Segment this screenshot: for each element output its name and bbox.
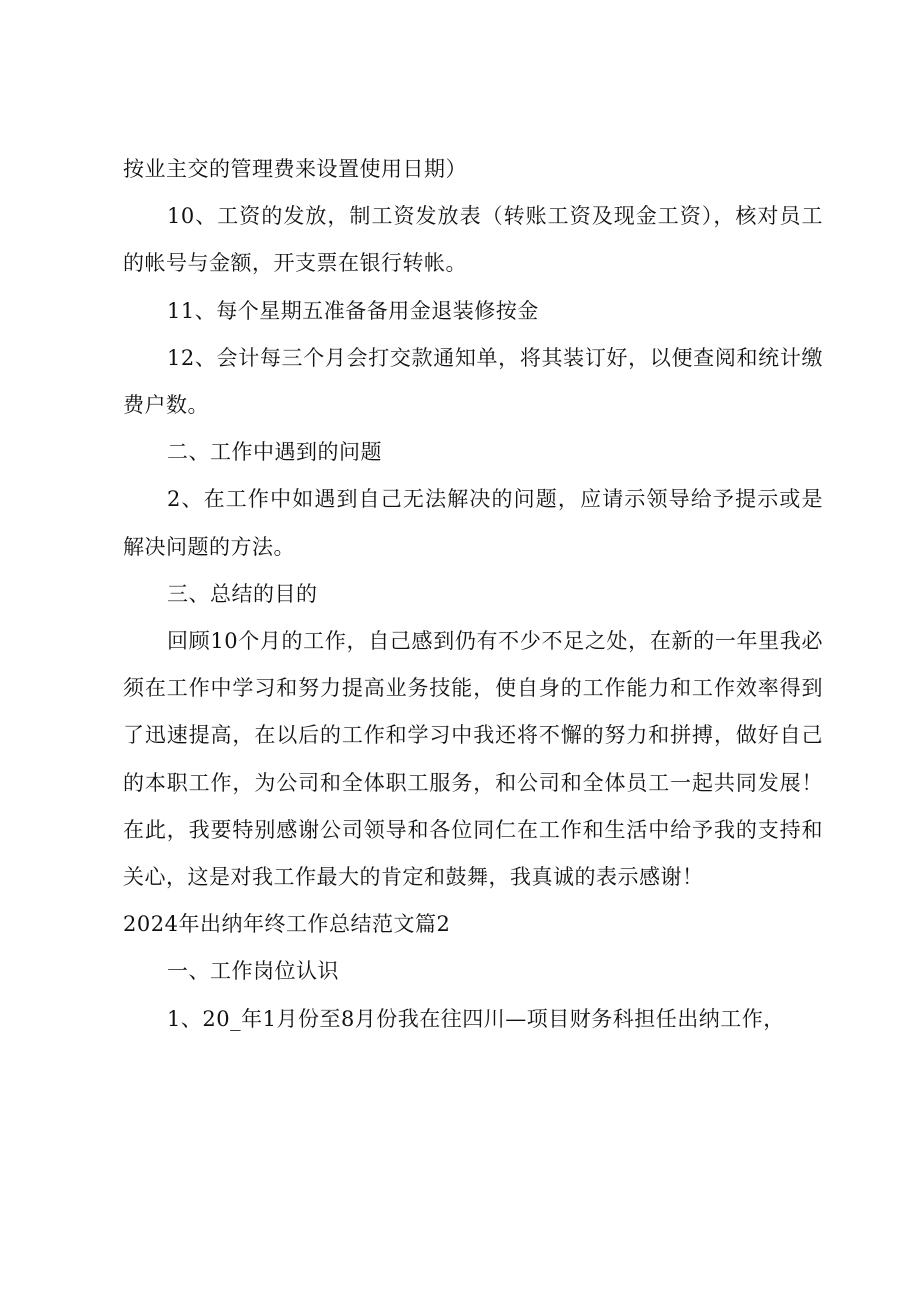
paragraph-item-2: 2、在工作中如遇到自己无法解决的问题，应请示领导给予提示或是解决问题的方法。	[123, 487, 823, 559]
section-heading-problems: 二、工作中遇到的问题	[167, 440, 382, 465]
paragraph-review: 回顾10个月的工作，自己感到仍有不少不足之处，在新的一年里我必须在工作中学习和努力提高业务技能，使自身的工作能力和工作效率得到了迅速提高，在以后的工作和学习中我还将不懈的努力和拼搏，做好自己的本职工作，为公司和全体职工服务，和公司和全体员工一起共同发展！在此，我要特别感谢公司领导和各位同仁在工作和生活中给予我的支持和关心，这是对我工作最大的肯定和鼓舞，我真诚的表示感谢！	[123, 629, 823, 890]
paragraph-item-12: 12、会计每三个月会打交款通知单，将其装订好，以便查阅和统计缴费户数。	[123, 345, 823, 418]
document-body	[123, 146, 823, 1043]
article-title: 2024年出纳年终工作总结范文篇2	[123, 912, 451, 937]
section-heading-role: 一、工作岗位认识	[167, 959, 339, 984]
paragraph-item-11: 11、每个星期五准备备用金退装修按金	[167, 298, 539, 323]
paragraph-continuation: 按业主交的管理费来设置使用日期）	[123, 157, 467, 181]
section-heading-purpose: 三、总结的目的	[167, 581, 318, 606]
paragraph-item-10: 10、工资的发放，制工资发放表（转账工资及现金工资），核对员工的帐号与金额，开支票在银行转帐。	[123, 204, 823, 276]
paragraph-item-1: 1、20_年1月份至8月份我在往四川—项目财务科担任出纳工作，	[167, 1006, 785, 1031]
